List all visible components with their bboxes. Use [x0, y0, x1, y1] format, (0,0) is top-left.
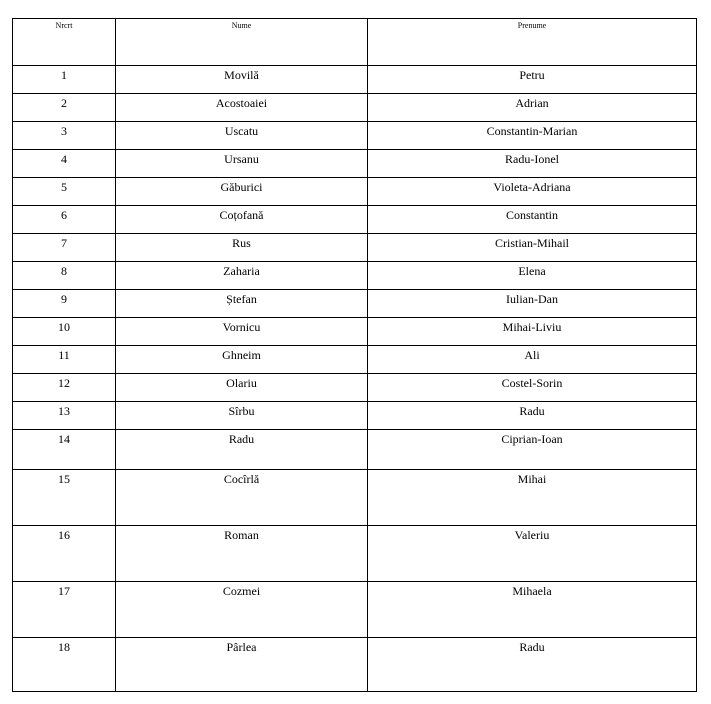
table-row: [13, 178, 697, 206]
cell-nume: Ștefan: [116, 290, 368, 318]
cell-prenume: Radu: [368, 402, 697, 430]
cell-prenume: Violeta-Adriana: [368, 178, 697, 206]
cell-nr: 16: [13, 526, 116, 582]
table-row: [13, 122, 697, 150]
table-row: [13, 206, 697, 234]
cell-nr: 4: [13, 150, 116, 178]
cell-prenume: Mihai-Liviu: [368, 318, 697, 346]
cell-nume: Găburici: [116, 178, 368, 206]
table-row: [13, 470, 697, 526]
cell-nr: 1: [13, 66, 116, 94]
cell-nr: 17: [13, 582, 116, 638]
cell-prenume: Costel-Sorin: [368, 374, 697, 402]
cell-nr: 6: [13, 206, 116, 234]
cell-prenume: Mihaela: [368, 582, 697, 638]
cell-nr: 2: [13, 94, 116, 122]
table-row: [13, 402, 697, 430]
cell-nr: 15: [13, 470, 116, 526]
table-row: [13, 582, 697, 638]
cell-nr: 8: [13, 262, 116, 290]
cell-prenume: Valeriu: [368, 526, 697, 582]
cell-prenume: Mihai: [368, 470, 697, 526]
table-row: [13, 234, 697, 262]
cell-nume: Movilă: [116, 66, 368, 94]
table-row: [13, 638, 697, 692]
cell-nr: 12: [13, 374, 116, 402]
table-row: [13, 262, 697, 290]
cell-nr: 3: [13, 122, 116, 150]
table-row: [13, 346, 697, 374]
cell-nr: 11: [13, 346, 116, 374]
cell-nume: Pârlea: [116, 638, 368, 692]
cell-prenume: Cristian-Mihail: [368, 234, 697, 262]
table-row: [13, 374, 697, 402]
cell-nume: Rus: [116, 234, 368, 262]
cell-nume: Vornicu: [116, 318, 368, 346]
cell-nume: Uscatu: [116, 122, 368, 150]
table-row: [13, 430, 697, 470]
cell-nume: Ursanu: [116, 150, 368, 178]
cell-prenume: Ali: [368, 346, 697, 374]
cell-nume: Coțofană: [116, 206, 368, 234]
cell-prenume: Radu: [368, 638, 697, 692]
table-row: [13, 66, 697, 94]
cell-prenume: Petru: [368, 66, 697, 94]
cell-prenume: Adrian: [368, 94, 697, 122]
cell-nr: 18: [13, 638, 116, 692]
cell-prenume: Ciprian-Ioan: [368, 430, 697, 470]
cell-nume: Radu: [116, 430, 368, 470]
cell-nr: 9: [13, 290, 116, 318]
table-row: [13, 290, 697, 318]
cell-prenume: Elena: [368, 262, 697, 290]
header-nume: Nume: [116, 19, 368, 66]
cell-prenume: Radu-Ionel: [368, 150, 697, 178]
table-header-row: [13, 19, 697, 66]
table-row: [13, 94, 697, 122]
header-nrcrt: Nrcrt: [13, 19, 116, 66]
cell-nr: 5: [13, 178, 116, 206]
cell-nr: 10: [13, 318, 116, 346]
header-prenume: Prenume: [368, 19, 697, 66]
cell-prenume: Iulian-Dan: [368, 290, 697, 318]
table-row: [13, 526, 697, 582]
table-row: [13, 150, 697, 178]
cell-nume: Roman: [116, 526, 368, 582]
cell-nume: Acostoaiei: [116, 94, 368, 122]
cell-prenume: Constantin: [368, 206, 697, 234]
cell-nume: Cocîrlă: [116, 470, 368, 526]
cell-nume: Ghneim: [116, 346, 368, 374]
cell-nr: 14: [13, 430, 116, 470]
cell-nr: 13: [13, 402, 116, 430]
names-table: [12, 18, 697, 692]
cell-nume: Sîrbu: [116, 402, 368, 430]
cell-nume: Zaharia: [116, 262, 368, 290]
table-row: [13, 318, 697, 346]
cell-prenume: Constantin-Marian: [368, 122, 697, 150]
cell-nume: Olariu: [116, 374, 368, 402]
cell-nume: Cozmei: [116, 582, 368, 638]
cell-nr: 7: [13, 234, 116, 262]
